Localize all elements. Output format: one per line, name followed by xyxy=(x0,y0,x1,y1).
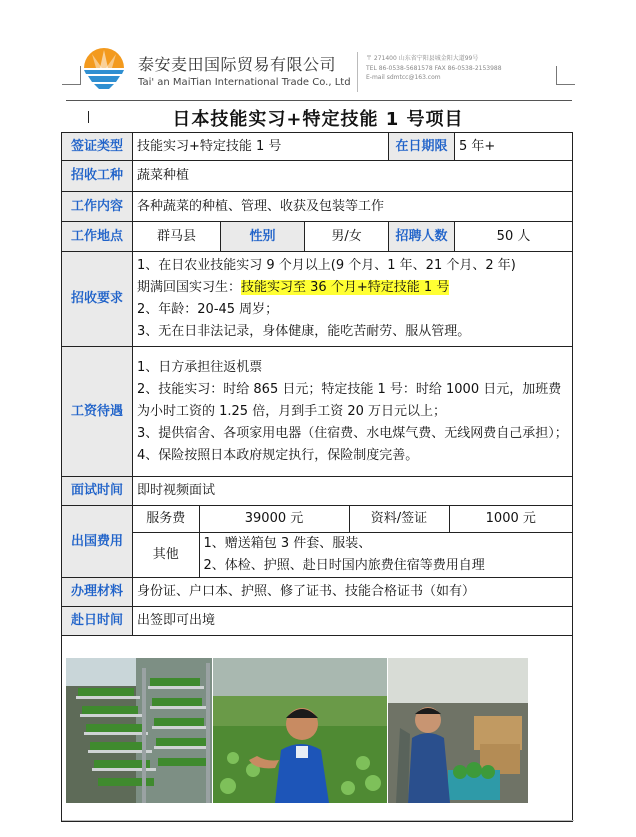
value-docs-visa: 1000 元 xyxy=(449,506,572,532)
value-headcount: 50 人 xyxy=(455,222,573,252)
value-service-fee: 39000 元 xyxy=(199,506,349,532)
photo-greenhouse-worker xyxy=(213,658,387,803)
salary-line-1: 1、日方承担往返机票 xyxy=(137,359,263,375)
row-salary xyxy=(62,347,573,477)
requirement-line-1: 1、在日农业技能实习 9 个月以上(9 个月、1 年、21 个月、2 年) xyxy=(137,258,516,273)
value-work-location: 群马县 xyxy=(133,222,221,252)
row-work-content xyxy=(62,192,573,222)
row-departure xyxy=(62,607,573,636)
label-docs-visa: 资料/签证 xyxy=(349,506,449,532)
document-title: 日本技能实习+特定技能 1 号项目 xyxy=(172,109,464,130)
fees-cell xyxy=(133,506,573,578)
value-materials: 身份证、户口本、护照、修了证书、技能合格证书（如有） xyxy=(133,578,573,607)
label-fees: 出国费用 xyxy=(62,506,133,578)
header-divider xyxy=(357,52,358,92)
value-visa-type: 技能实习+特定技能 1 号 xyxy=(133,133,389,161)
value-interview: 即时视频面试 xyxy=(133,477,573,506)
label-other-fees: 其他 xyxy=(133,532,199,577)
fees-row-service xyxy=(133,506,572,532)
salary-line-3: 3、提供宿舍、各项家用电器（住宿费、水电煤气费、无线网费自己承担）； xyxy=(137,425,568,441)
row-job-type xyxy=(62,161,573,192)
row-visa-type xyxy=(62,133,573,161)
salary-line-4: 4、保险按照日本政府规定执行，保险制度完善。 xyxy=(137,447,419,463)
company-name-cn: 泰安麦田国际贸易有限公司 xyxy=(138,55,337,74)
photo-seedling-racks xyxy=(66,658,212,803)
requirement-returnee-prefix: 期满回国实习生： xyxy=(137,280,242,295)
value-stay-period: 5 年+ xyxy=(455,133,573,161)
header-rule xyxy=(66,100,572,101)
label-requirements: 招收要求 xyxy=(62,252,133,347)
requirement-highlight: 技能实习至 36 个月+特定技能 1 号 xyxy=(241,280,450,295)
label-departure: 赴日时间 xyxy=(62,607,133,636)
photo-packing-area xyxy=(388,658,528,803)
label-salary: 工资待遇 xyxy=(62,347,133,477)
value-requirements xyxy=(133,252,573,347)
label-work-location: 工作地点 xyxy=(62,222,133,252)
value-job-type: 蔬菜种植 xyxy=(133,161,573,192)
row-interview xyxy=(62,477,573,506)
corner-mark-left xyxy=(62,66,81,85)
page-bottom-rule xyxy=(62,820,574,821)
requirement-line-4: 3、无在日非法记录，身体健康，能吃苦耐劳、服从管理。 xyxy=(137,324,471,339)
contact-phone: TEL 86-0538-5681578 FAX 86-0538-2153988 xyxy=(366,64,502,72)
contact-address: 〒 271400 山东省宁阳县城金阳大道99号 xyxy=(366,55,479,62)
fees-row-other xyxy=(133,532,572,577)
other-fee-line-2: 2、体检、护照、赴日时国内旅费住宿等费用自理 xyxy=(203,557,485,573)
contact-email: E-mail sdmtcc@163.com xyxy=(366,74,441,81)
label-materials: 办理材料 xyxy=(62,578,133,607)
company-logo-icon xyxy=(82,46,126,90)
label-work-content: 工作内容 xyxy=(62,192,133,222)
value-work-content: 各种蔬菜的种植、管理、收获及包装等工作 xyxy=(133,192,573,222)
row-fees xyxy=(62,506,573,578)
row-requirements xyxy=(62,252,573,347)
corner-mark-right xyxy=(556,66,575,85)
label-visa-type: 签证类型 xyxy=(62,133,133,161)
value-departure: 出签即可出境 xyxy=(133,607,573,636)
company-contact xyxy=(366,54,502,83)
value-gender: 男/女 xyxy=(305,222,389,252)
label-headcount: 招聘人数 xyxy=(389,222,455,252)
label-job-type: 招收工种 xyxy=(62,161,133,192)
label-interview: 面试时间 xyxy=(62,477,133,506)
label-stay-period: 在日期限 xyxy=(389,133,455,161)
row-work-location xyxy=(62,222,573,252)
fees-table xyxy=(133,506,572,577)
other-fee-line-1: 1、赠送箱包 3 件套、服装、 xyxy=(203,535,372,551)
label-service-fee: 服务费 xyxy=(133,506,199,532)
company-name-en: Tai' an MaiTian International Trade Co., Ltd xyxy=(138,77,351,88)
salary-line-2: 2、技能实习：时给 865 日元；特定技能 1 号：时给 1000 日元，加班费为小时工资的 1.25 倍，月到手工资 20 万日元以上； xyxy=(137,381,562,419)
value-other-fees xyxy=(199,532,572,577)
requirement-line-3: 2、年龄：20-45 周岁； xyxy=(137,302,279,317)
requirement-line-2 xyxy=(137,277,568,299)
row-materials xyxy=(62,578,573,607)
value-salary xyxy=(133,347,573,477)
label-gender: 性别 xyxy=(221,222,305,252)
